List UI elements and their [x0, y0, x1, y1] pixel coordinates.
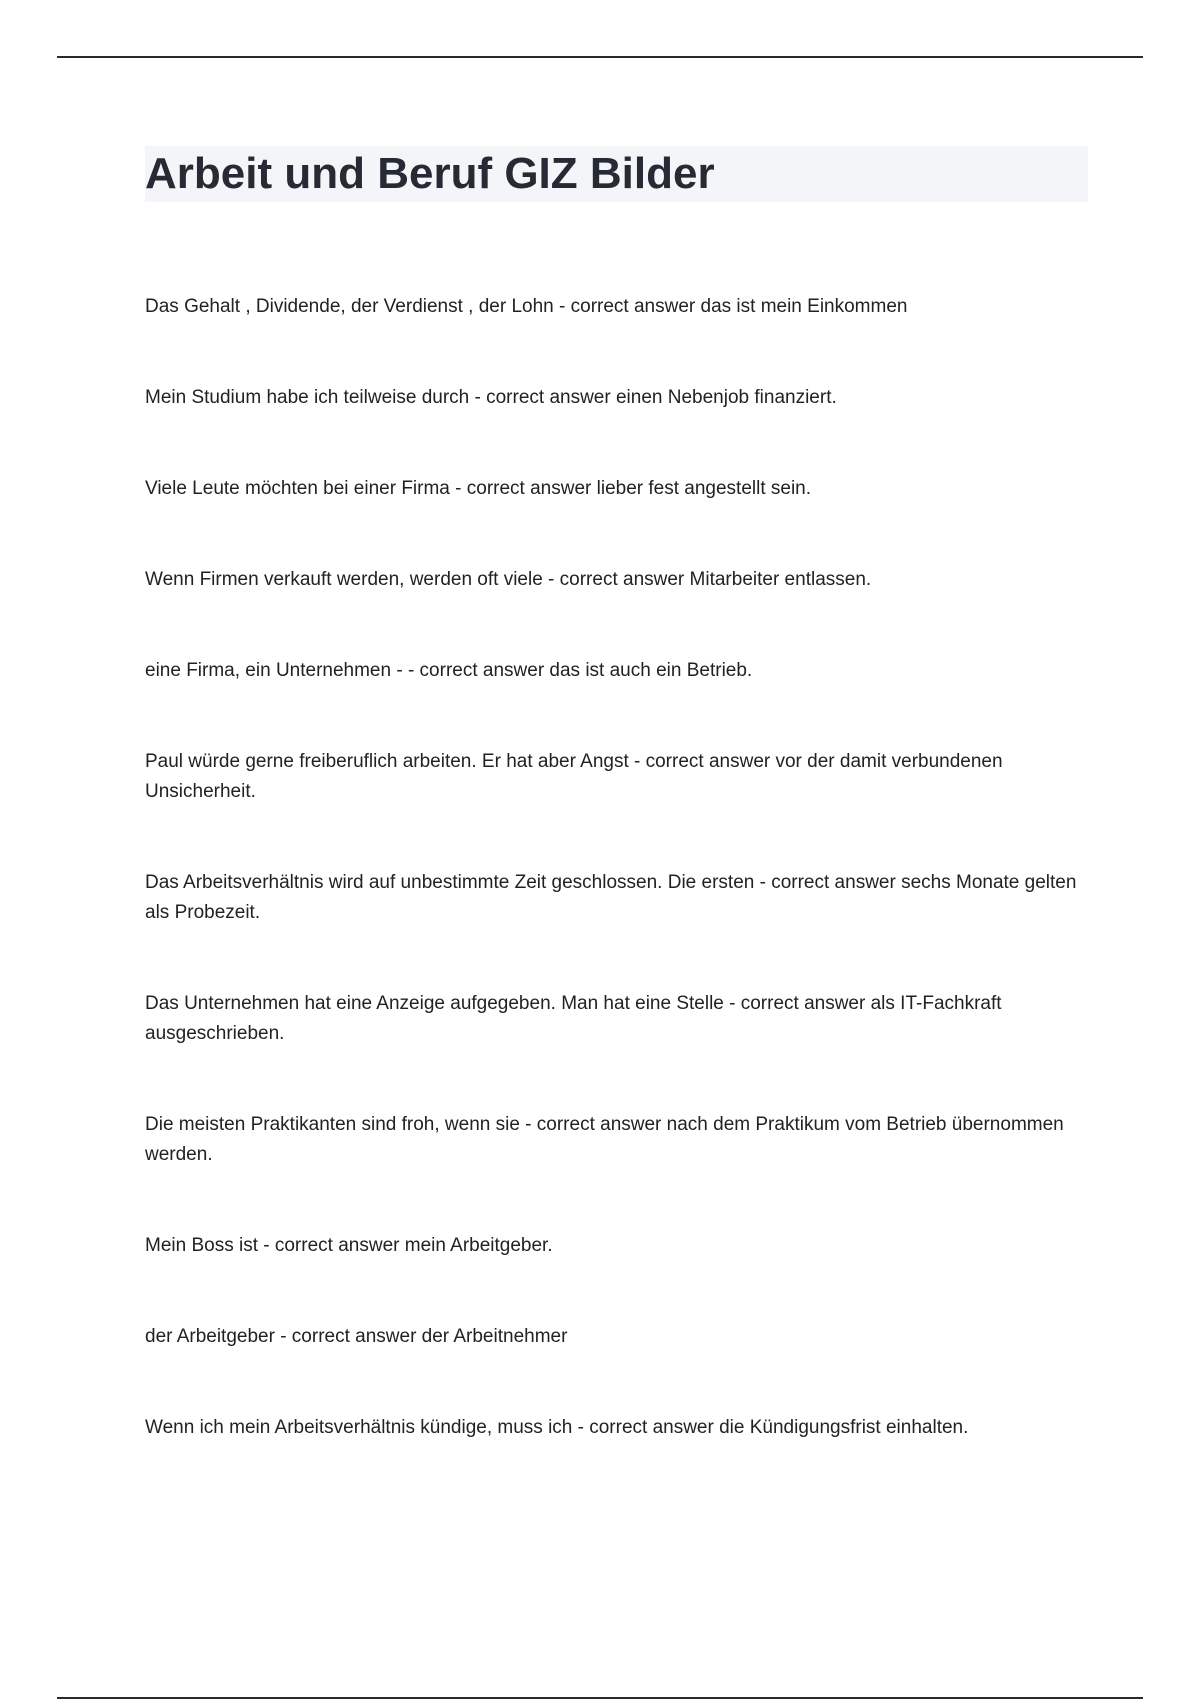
footer-rule: [57, 1697, 1143, 1699]
qa-item: Mein Boss ist - correct answer mein Arbeitgeber.: [145, 1235, 553, 1256]
qa-item: Paul würde gerne freiberuflich arbeiten. Er hat aber Angst - correct answer vor der damit verbundenen Unsicherheit.: [145, 751, 1003, 802]
qa-item: Viele Leute möchten bei einer Firma - correct answer lieber fest angestellt sein.: [145, 478, 812, 499]
header-rule: [57, 56, 1143, 58]
qa-item: Wenn ich mein Arbeitsverhältnis kündige, muss ich - correct answer die Kündigungsfrist einhalten.: [145, 1417, 969, 1438]
qa-list: [145, 292, 1090, 1504]
qa-item: Das Unternehmen hat eine Anzeige aufgegeben. Man hat eine Stelle - correct answer als IT-Fachkraft ausgeschrieben.: [145, 993, 1002, 1044]
qa-item: Das Gehalt , Dividende, der Verdienst , der Lohn - correct answer das ist mein Einkommen: [145, 296, 908, 317]
qa-item: der Arbeitgeber - correct answer der Arbeitnehmer: [145, 1326, 568, 1347]
qa-item: eine Firma, ein Unternehmen - - correct answer das ist auch ein Betrieb.: [145, 660, 753, 681]
qa-item: Das Arbeitsverhältnis wird auf unbestimmte Zeit geschlossen. Die ersten - correct answer sechs Monate gelten als Probezeit.: [145, 872, 1077, 923]
document-title: Arbeit und Beruf GIZ Bilder: [145, 149, 715, 198]
qa-item: Wenn Firmen verkauft werden, werden oft viele - correct answer Mitarbeiter entlassen.: [145, 569, 872, 590]
qa-item: Mein Studium habe ich teilweise durch - correct answer einen Nebenjob finanziert.: [145, 387, 837, 408]
qa-item: Die meisten Praktikanten sind froh, wenn sie - correct answer nach dem Praktikum vom Betrieb übernommen werden.: [145, 1114, 1064, 1165]
